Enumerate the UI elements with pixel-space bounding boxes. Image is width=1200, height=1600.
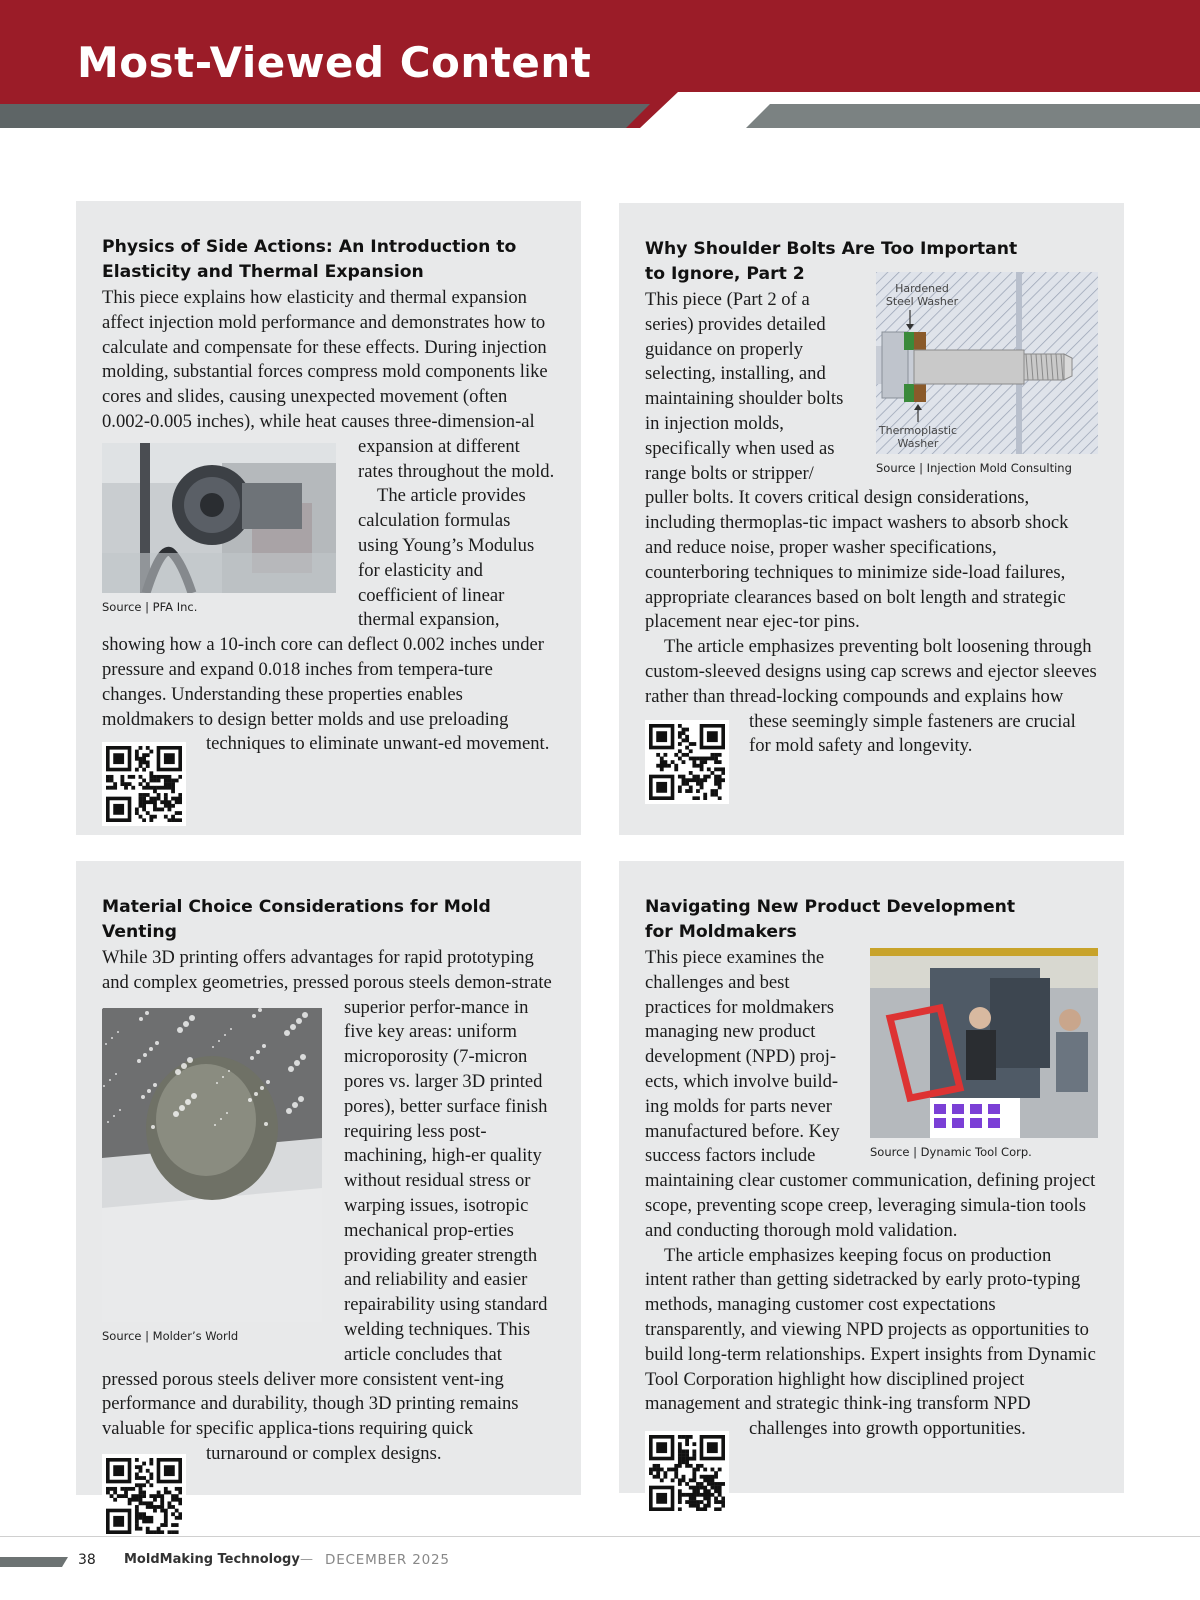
page-footer — [0, 1552, 1200, 1572]
article-paragraph: The article provides calculation formulas using Young’s Modulus for elasticity and coefficient of linear thermal expansion, showing how a 10-inch core can deflect 0.002 inches under pressure and expand 0.018 inches from tempera-ture changes. Understanding these properties enables moldmakers to design better molds and use preloading techniques to eliminate unwant-ed movement. — [102, 484, 555, 757]
article-card-mold-venting[interactable] — [76, 861, 581, 1495]
article-paragraph: The article emphasizes preventing bolt loosening through custom-sleeved designs using cap screws and ejector sleeves rather than thread-locking compounds and explains how these seemingly simple fasteners are crucial for mold safety and longevity. — [645, 635, 1098, 759]
article-figure — [870, 948, 1098, 1160]
issue-date: DECEMBER 2025 — [325, 1552, 450, 1568]
image-caption: Source | Molder’s World — [102, 1328, 239, 1343]
diagram-label-bottom: Washer — [897, 437, 939, 450]
footer-bar-graphic — [0, 1557, 68, 1567]
page-number: 38 — [78, 1552, 96, 1568]
qr-code-icon[interactable] — [102, 1454, 186, 1538]
article-figure — [102, 1008, 322, 1344]
image-caption: Source | Dynamic Tool Corp. — [870, 1145, 1032, 1159]
diagram-label-top: Hardened — [895, 282, 949, 295]
article-card-shoulder-bolts[interactable] — [619, 203, 1124, 835]
footer-rule — [0, 1536, 1200, 1537]
article-paragraph: The article emphasizes keeping focus on production intent rather than getting sidetracked by early proto-typing methods, managing customer cost expectations transparently, and viewing NPD projects as opportunities to build long-term relationships. Expert insights from Dynamic Tool Corporation highlight how disciplined project management and strategic think-ing transform NPD challenges into growth opportunities. — [645, 1244, 1098, 1442]
footer-separator: — — [300, 1552, 313, 1567]
qr-code-icon[interactable] — [645, 1431, 729, 1515]
article-card-side-actions[interactable] — [76, 201, 581, 835]
article-title[interactable]: Physics of Side Actions: An Introduction to Elasticity and Thermal Expansion — [102, 237, 517, 282]
page-title: Most-Viewed Content — [77, 38, 592, 87]
article-paragraph: Hardened Steel Washer Thermoplastic Washer Source | Injection Mold Consulting This piece (Part 2 of a series) provides detailed guidance on properly selecting, installing, and maintaining shoulder bolts in injection molds, specifically when used as range bolts or stripper/ puller bolts. It covers critical design considerations, including thermoplas-tic impact washers to absorb shock and reduce noise, proper washer specifications, counterboring techniques to minimize side-load failures, appropriate clearances based on bolt length and strategic placement near ejec-tor pins. — [645, 288, 1098, 635]
diagram-label-top: Steel Washer — [885, 295, 959, 308]
qr-code-icon[interactable] — [102, 742, 186, 826]
qr-code-icon[interactable] — [645, 720, 729, 804]
image-caption: Source | PFA Inc. — [102, 599, 198, 614]
article-image — [102, 443, 336, 593]
article-title[interactable]: Navigating New Product Development for Moldmakers — [645, 897, 1016, 942]
magazine-name: MoldMaking Technology — [124, 1552, 300, 1567]
article-image — [870, 948, 1098, 1138]
article-title[interactable]: Material Choice Considerations for Mold Venting — [102, 897, 491, 942]
article-card-npd[interactable] — [619, 861, 1124, 1493]
article-paragraph: While 3D printing offers advantages for rapid prototyping and complex geometries, pressed porous steels demon-strate superior perfor-mance in Source | Molder’s World five key areas: uniform microporosity (7-micron pores vs. larger 3D printed pores), better surface finish requiring less post-machining, high-er quality without residual stress or warping issues, isotropic mechanical prop-erties providing greater strength and reliability and easier repairability using standard welding techniques. This article concludes that pressed porous steels deliver more consistent vent-ing performance and durability, though 3D printing remains valuable for specific applica-tions requiring quick turnaround or complex designs. — [102, 946, 555, 1467]
section-header — [0, 0, 1200, 130]
diagram-label-bottom: Thermoplastic — [878, 424, 958, 437]
article-title[interactable]: Why Shoulder Bolts Are Too Important to Ignore, Part 2 — [645, 239, 1018, 284]
article-paragraph: This piece explains how elasticity and thermal expansion affect injection mold performance and demonstrates how to calculate and compensate for these effects. During injection molding, substantial forces compress mold components like cores and slides, causing unexpected movement (often 0.002-0.005 inches), while heat causes three-dimension-al expansion at different Source | PFA Inc. rates throughout the mold. — [102, 287, 555, 614]
article-image — [876, 272, 1098, 454]
article-image — [102, 1008, 322, 1322]
image-caption: Source | Injection Mold Consulting — [876, 461, 1072, 475]
article-figure — [876, 272, 1098, 476]
article-paragraph: Source | Dynamic Tool Corp. This piece examines the challenges and best practices for moldmakers managing new product development (NPD) proj-ects, which involve build-ing molds for parts never manufactured before. Key success factors include maintaining clear customer communication, defining project scope, preventing scope creep, leveraging simula-tion tools and conducting thorough mold validation. — [645, 946, 1098, 1244]
article-figure — [102, 443, 336, 615]
